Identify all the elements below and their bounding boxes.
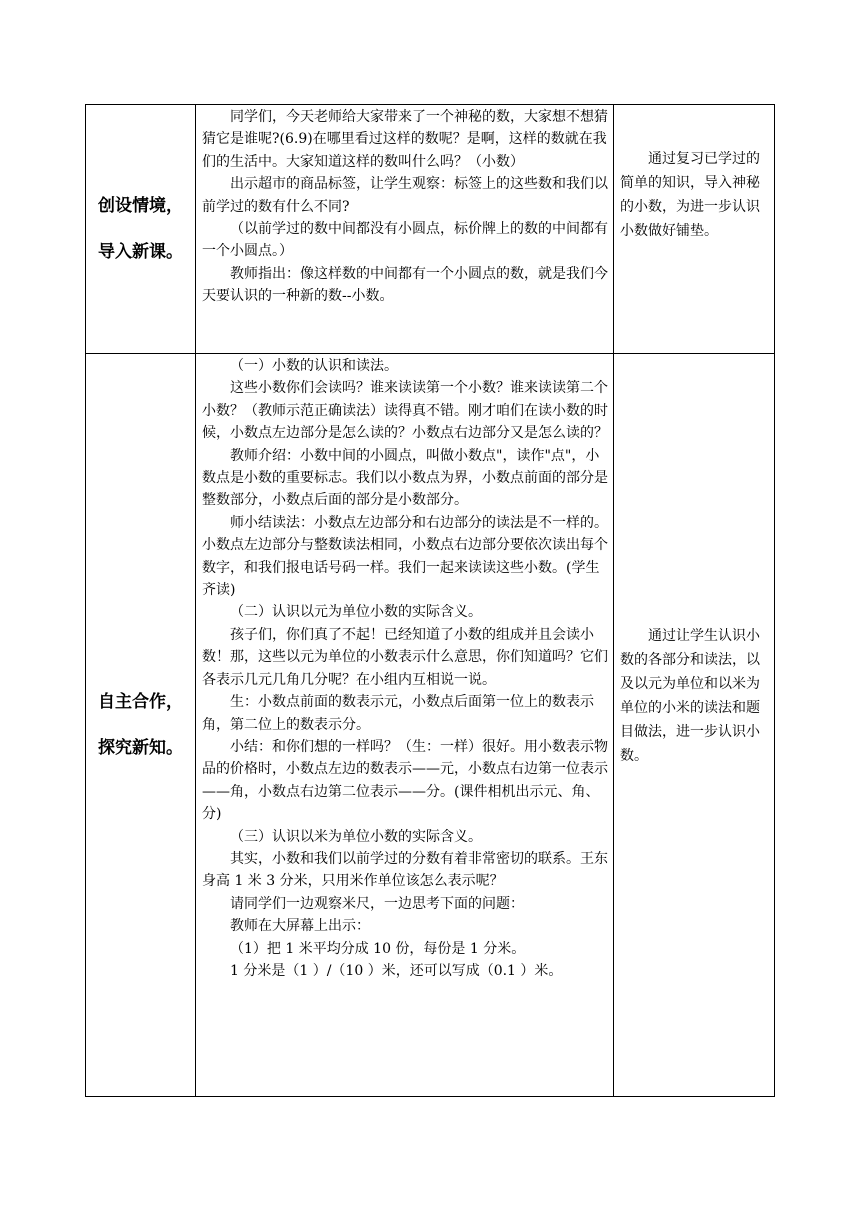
content-paragraph: （1）把 1 米平均分成 10 份，每份是 1 分米。	[230, 940, 526, 957]
stage-label-line: 探究新知。	[98, 738, 183, 758]
content-paragraph: 1 分米是（1 ）/（10 ）米，还可以写成（0.1 ）米。	[230, 962, 563, 979]
stage-cell	[86, 105, 196, 354]
content-paragraph: 生：小数点前面的数表示元，小数点后面第一位上的数表示角，第二位上的数表示分。	[202, 694, 594, 733]
content-cell	[196, 354, 614, 1097]
content-paragraph: （二）认识以元为单位小数的实际含义。	[230, 604, 482, 621]
content-paragraph: 师小结读法：小数点左边部分和右边部分的读法是不一样的。小数点左边部分与整数读法相同，小数点右边部分要依次读出每个数字，和我们报电话号码一样。我们一起来读读这些小数。(学生齐读)	[202, 514, 608, 599]
stage-cell	[86, 354, 196, 1097]
stage-label-line: 自主合作，	[98, 692, 183, 712]
table-row	[86, 105, 775, 354]
content-paragraph: 小结：和你们想的一样吗？（生：一样）很好。用小数表示物品的价格时，小数点左边的数表示——元，小数点右边第一位表示——角，小数点右边第二位表示——分。(课件相机出示元、角、分)	[202, 738, 608, 823]
content-paragraph: （三）认识以米为单位小数的实际含义。	[230, 828, 482, 845]
content-paragraph: 同学们，今天老师给大家带来了一个神秘的数，大家想不想猜猜它是谁呢?(6.9)在哪里看过这样的数呢？是啊，这样的数就在我们的生活中。大家知道这样的数叫什么吗？（小数）	[202, 109, 608, 170]
design-intent-text: 通过复习已学过的简单的知识，导入神秘的小数，为进一步认识小数做好铺垫。	[620, 151, 760, 239]
content-paragraph: 请同学们一边观察米尺，一边思考下面的问题：	[230, 895, 524, 912]
content-paragraph: 孩子们，你们真了不起！已经知道了小数的组成并且会读小数！那，这些以元为单位的小数表示什么意思，你们知道吗？它们各表示几元几角几分呢？在小组内互相说一说。	[202, 626, 608, 688]
content-paragraph: 教师在大屏幕上出示：	[230, 918, 370, 935]
lesson-plan-table	[85, 104, 775, 1097]
stage-label-line: 创设情境，	[98, 196, 183, 216]
content-paragraph: 这些小数你们会读吗？谁来读读第一个小数？谁来读读第二个小数？（教师示范正确读法）读得真不错。刚才咱们在读小数的时候，小数点左边部分是怎么读的？小数点右边部分又是怎么读的？	[202, 380, 608, 442]
design-intent-cell	[614, 354, 775, 1097]
design-intent-text: 通过让学生认识小数的各部分和读法，以及以元为单位和以米为单位的小米的读法和题目做法，进一步认识小数。	[620, 628, 760, 764]
content-paragraph: 其实，小数和我们以前学过的分数有着非常密切的联系。王东身高 1 米 3 分米，只用米作单位该怎么表示呢？	[202, 850, 608, 890]
content-paragraph: 教师指出：像这样数的中间都有一个小圆点的数，就是我们今天要认识的一种新的数--小数。	[202, 265, 608, 305]
content-paragraph: 教师介绍：小数中间的小圆点，叫做小数点"，读作"点"，小数点是小数的重要标志。我们以小数点为界，小数点前面的部分是整数部分，小数点后面的部分是小数部分。	[202, 447, 608, 509]
stage-label-line: 导入新课。	[98, 242, 183, 262]
content-paragraph: （一）小数的认识和读法。	[230, 358, 398, 374]
design-intent-cell	[614, 105, 775, 354]
content-cell	[196, 105, 614, 354]
table-row	[86, 354, 775, 1097]
content-paragraph: （以前学过的数中间都没有小圆点，标价牌上的数的中间都有一个小圆点。）	[202, 221, 608, 260]
content-paragraph: 出示超市的商品标签，让学生观察：标签上的这些数和我们以前学过的数有什么不同?	[202, 176, 608, 215]
